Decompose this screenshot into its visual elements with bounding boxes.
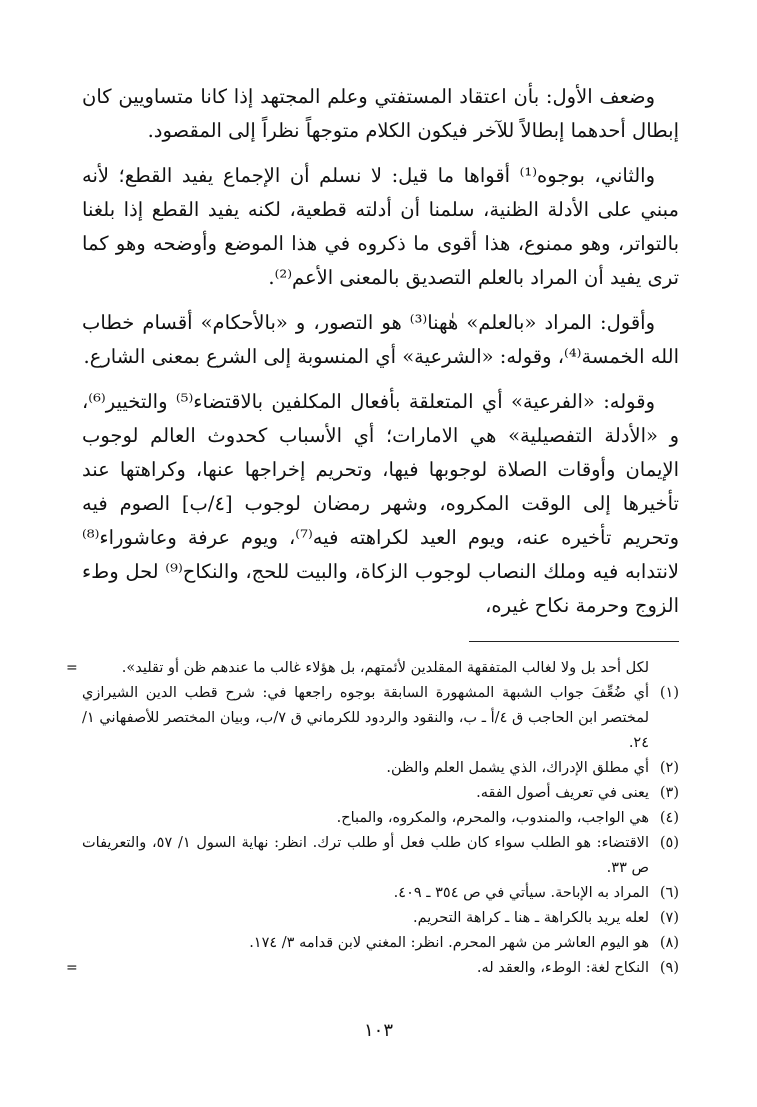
- footnote-8: [82, 931, 679, 956]
- footnote-text: الاقتضاء: هو الطلب سواء كان طلب فعل أو طلب ترك. انظر: نهاية السول ١/ ٥٧، والتعريفات ص ٣٣.: [82, 835, 649, 876]
- footnote-continuation-text: لكل أحد بل ولا لغالب المتفقهة المقلدين لأئمتهم، بل هؤلاء غالب ما عندهم ظن أو تقليد».: [121, 660, 649, 676]
- document-page: [66, 80, 679, 981]
- paragraph-1: وضعف الأول: بأن اعتقاد المستفتي وعلم المجتهد إذا كانا متساويين كان إبطال أحدهما إبطالاً للآخر فيكون الكلام متوجهاً نظراً إلى المقصود.: [82, 85, 679, 142]
- footnote-text: النكاح لغة: الوطء، والعقد له.: [476, 960, 649, 976]
- footnote-1: [82, 681, 679, 756]
- footnote-divider: [469, 641, 679, 642]
- footnote-number: (٢): [659, 760, 679, 776]
- footnote-continuation: [82, 656, 679, 681]
- footnote-number: (١): [659, 685, 679, 701]
- continuation-mark-bottom: =: [66, 960, 78, 976]
- footnote-number: (٥): [659, 835, 679, 851]
- paragraph-2: والثاني، بوجوه⁽¹⁾ أقواها ما قيل: لا نسلم أن الإجماع يفيد القطع؛ لأنه مبني على الأدلة الظنية، سلمنا أن أدلته قطعية، لكنه يفيد القطع إذا بلغنا بالتواتر، وهو ممنوع، هذا أقوى ما ذكروه في هذا الموضع وأوضحه وهو كما ترى يفيد أن المراد بالعلم التصديق بالمعنى الأعم⁽²⁾.: [82, 164, 679, 289]
- footnote-3: [82, 781, 679, 806]
- footnote-text: هو اليوم العاشر من شهر المحرم. انظر: المغني لابن قدامه ٣/ ١٧٤.: [249, 935, 649, 951]
- footnote-4: [82, 806, 679, 831]
- footnotes: [66, 656, 679, 981]
- footnote-7: [82, 906, 679, 931]
- footnote-text: لعله يريد بالكراهة ـ هنا ـ كراهة التحريم.: [412, 910, 649, 926]
- footnote-2: [82, 756, 679, 781]
- footnote-number: (٦): [659, 885, 679, 901]
- footnote-6: [82, 881, 679, 906]
- footnote-number: (٧): [659, 910, 679, 926]
- footnote-number: (٩): [659, 960, 679, 976]
- footnote-text: يعنى في تعريف أصول الفقه.: [476, 785, 649, 801]
- page-number: ١٠٣: [363, 1020, 393, 1041]
- footnote-text: المراد به الإباحة. سيأتي في ص ٣٥٤ ـ ٤٠٩.: [393, 885, 649, 901]
- paragraph-4: وقوله: «الفرعية» أي المتعلقة بأفعال المكلفين بالاقتضاء⁽⁵⁾ والتخيير⁽⁶⁾، و «الأدلة التفصيلية» هي الامارات؛ أي الأسباب كحدوث العالم لوجوب الإيمان وأوقات الصلاة لوجوبها فيها، وتحريم إخراجها عنها، وكراهتها عند تأخيرها إلى الوقت المكروه، وشهر رمضان لوجوب [٤/ب] الصوم فيه وتحريم تأخيره عنه، ويوم العيد لكراهته فيه⁽⁷⁾، ويوم عرفة وعاشوراء⁽⁸⁾ لانتدابه فيه وملك النصاب لوجوب الزكاة، والبيت للحج، والنكاح⁽⁹⁾ لحل وطء الزوج وحرمة نكاح غيره،: [82, 390, 679, 617]
- continuation-mark-top: =: [66, 660, 78, 676]
- footnote-number: (٣): [659, 785, 679, 801]
- main-text: [82, 80, 679, 623]
- footnote-number: (٨): [659, 935, 679, 951]
- footnote-text: أي مطلق الإدراك، الذي يشمل العلم والظن.: [386, 760, 649, 776]
- footnote-text: أي ضُعِّفَ جواب الشبهة المشهورة السابقة بوجوه راجعها في: شرح قطب الدين الشيرازي لمختصر ابن الحاجب ق ٤/أ ـ ب، والنقود والردود للكرماني ق ٧/ب، وبيان المختصر للأصفهاني ١/ ٢٤.: [82, 685, 650, 751]
- footnote-text: هي الواجب، والمندوب، والمحرم، والمكروه، والمباح.: [336, 810, 649, 826]
- footnote-5: [82, 831, 679, 881]
- paragraph-3: وأقول: المراد «بالعلم» هٰهنا⁽³⁾ هو التصور، و «بالأحكام» أقسام خطاب الله الخمسة⁽⁴⁾، وقوله: «الشرعية» أي المنسوبة إلى الشرع بمعنى الشارع.: [82, 311, 679, 368]
- footnote-number: (٤): [659, 810, 679, 826]
- footnote-9: [82, 956, 679, 981]
